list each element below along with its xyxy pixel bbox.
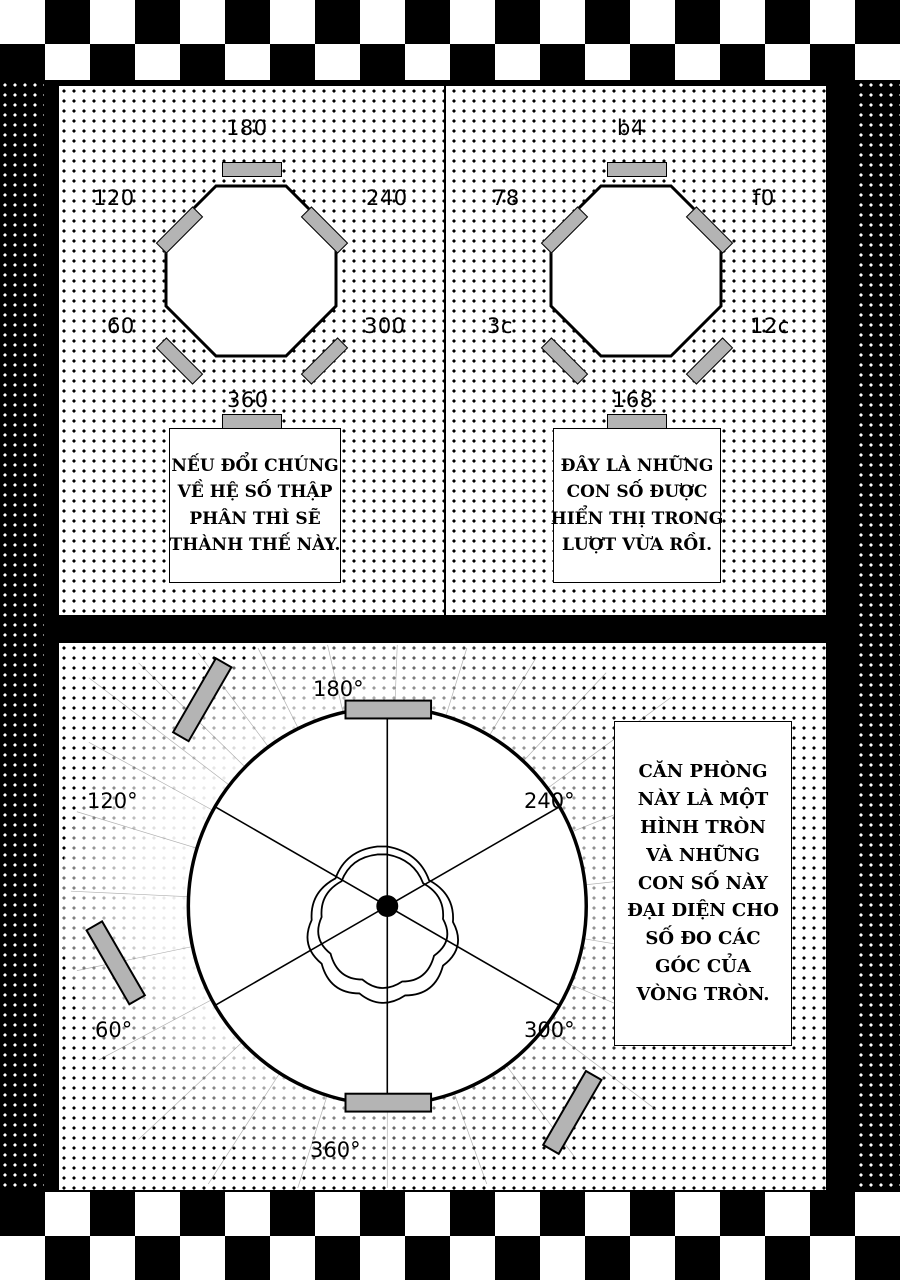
label-door-240: 240 xyxy=(366,186,408,210)
label-door-60: 60 xyxy=(107,314,135,338)
caption-line: CON SỐ ĐƯỢC xyxy=(566,482,708,503)
caption-circle xyxy=(614,721,792,1046)
label-door-360: 360 xyxy=(227,388,269,412)
checkerboard-border-top-row2 xyxy=(0,44,900,80)
caption-line: VÒNG TRÒN. xyxy=(636,984,770,1006)
checkerboard-border-bottom-row1 xyxy=(0,1192,900,1236)
label-door-f0: f0 xyxy=(753,186,775,210)
panel-top xyxy=(57,84,828,617)
label-door-60-deg: 60° xyxy=(95,1018,133,1042)
label-door-12c: 12c xyxy=(750,314,790,338)
label-door-240-deg: 240° xyxy=(524,789,575,813)
caption-line: LƯỢT VỪA RỒI. xyxy=(561,534,713,555)
caption-line: SỐ ĐO CÁC xyxy=(645,928,761,950)
checkerboard-border-bottom-row2 xyxy=(0,1236,900,1280)
door-168 xyxy=(607,414,667,429)
door-360 xyxy=(222,414,282,429)
caption-hex xyxy=(550,428,724,583)
caption-line: NÀY LÀ MỘT xyxy=(637,788,769,810)
panel-bottom xyxy=(57,641,828,1192)
caption-line: GÓC CỦA xyxy=(655,956,751,978)
label-door-3c: 3c xyxy=(487,314,513,338)
caption-line: THÀNH THẾ NÀY. xyxy=(169,534,341,555)
label-door-180: 180 xyxy=(226,116,268,140)
caption-line: ĐÂY LÀ NHỮNG xyxy=(560,455,714,476)
label-door-120-deg: 120° xyxy=(87,789,138,813)
halftone-border-left xyxy=(0,80,44,1192)
checkerboard-border-top xyxy=(0,0,900,44)
label-door-300: 300 xyxy=(364,314,406,338)
door-b4 xyxy=(607,162,667,177)
label-door-360-deg: 360° xyxy=(310,1138,361,1162)
caption-line: HÌNH TRÒN xyxy=(640,816,766,838)
door-180 xyxy=(222,162,282,177)
label-door-120: 120 xyxy=(93,186,135,210)
label-door-180-deg: 180° xyxy=(313,677,364,701)
caption-line: HIỂN THỊ TRONG xyxy=(550,508,724,529)
label-door-b4: b4 xyxy=(617,116,645,140)
caption-line: PHÂN THÌ SẼ xyxy=(189,508,321,529)
caption-line: VỀ HỆ SỐ THẬP xyxy=(177,482,333,503)
caption-line: ĐẠI DIỆN CHO xyxy=(627,900,779,922)
label-door-300-deg: 300° xyxy=(524,1018,575,1042)
caption-line: VÀ NHỮNG xyxy=(646,844,760,866)
caption-decimal xyxy=(169,428,341,583)
label-door-168: 168 xyxy=(612,388,654,412)
caption-line: NẾU ĐỔI CHÚNG xyxy=(171,455,339,476)
caption-line: CĂN PHÒNG xyxy=(638,760,768,782)
label-door-78: 78 xyxy=(492,186,520,210)
caption-line: CON SỐ NÀY xyxy=(637,872,769,894)
halftone-border-right xyxy=(856,80,900,1192)
